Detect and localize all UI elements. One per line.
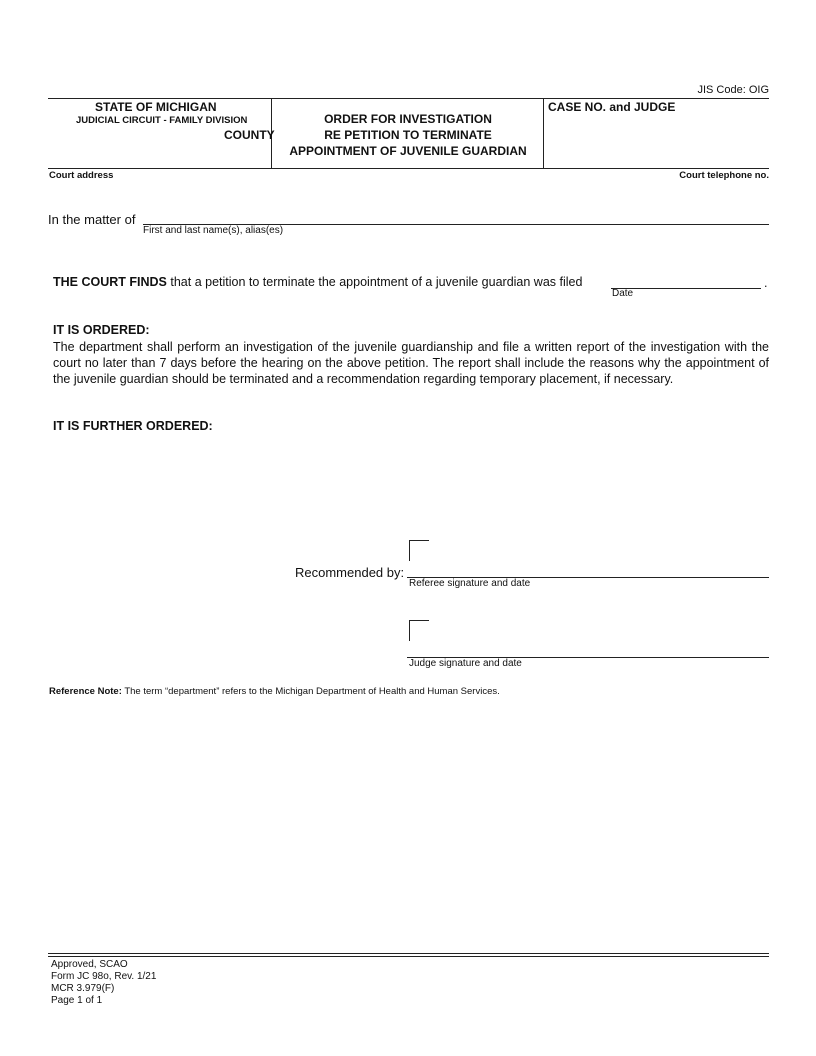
jis-code: JIS Code: OIG [697,84,769,96]
form-title [272,111,544,159]
footer-mcr: MCR 3.979(F) [51,983,115,994]
ordered-heading: IT IS ORDERED: [53,323,150,337]
reference-note [49,686,500,697]
recommended-by-label: Recommended by: [295,565,405,580]
judge-signature-caption: Judge signature and date [409,658,522,669]
matter-label: In the matter of [48,212,136,227]
footer-page: Page 1 of 1 [51,995,103,1006]
filed-date-line[interactable] [611,288,761,289]
referee-signature-caption: Referee signature and date [409,578,531,589]
judicial-circuit: JUDICIAL CIRCUIT - FAMILY DIVISION [76,115,248,126]
case-number-label: CASE NO. and JUDGE [548,100,676,114]
referee-signature-corner [409,540,429,561]
matter-caption: First and last name(s), alias(es) [143,225,284,236]
court-finds-bold: THE COURT FINDS [53,275,167,289]
reference-note-text: The term “department” refers to the Michigan Department of Health and Human Services. [124,686,500,697]
footer-double-rule [48,953,769,957]
reference-note-bold: Reference Note: [49,686,122,697]
court-telephone-label: Court telephone no. [679,170,769,181]
footer-form-number: Form JC 98o, Rev. 1/21 [51,971,157,982]
form-title-line-2: RE PETITION TO TERMINATE [324,128,492,142]
filed-date-period: . [764,276,768,290]
form-title-line-1: ORDER FOR INVESTIGATION [324,112,492,126]
further-ordered-heading: IT IS FURTHER ORDERED: [53,419,213,433]
court-finds-text: that a petition to terminate the appointment of a juvenile guardian was filed [170,275,583,289]
county-label: COUNTY [224,128,275,142]
filed-date-caption: Date [612,288,634,299]
ordered-body: The department shall perform an investigation of the juvenile guardianship and file a written report of the investigation with the court no later than 7 days before the hearing on the above petition. The report shall include the reasons why the appointment of the juvenile guardian should be terminated and a recommendation regarding temporary placement, if necessary. [53,340,769,386]
form-title-line-3: APPOINTMENT OF JUVENILE GUARDIAN [289,144,527,158]
judge-signature-corner [409,620,429,641]
court-address-label: Court address [49,170,114,181]
state-name: STATE OF MICHIGAN [95,100,217,114]
footer-approved: Approved, SCAO [51,959,128,970]
form-footer [51,959,156,1007]
court-finds [53,275,582,289]
